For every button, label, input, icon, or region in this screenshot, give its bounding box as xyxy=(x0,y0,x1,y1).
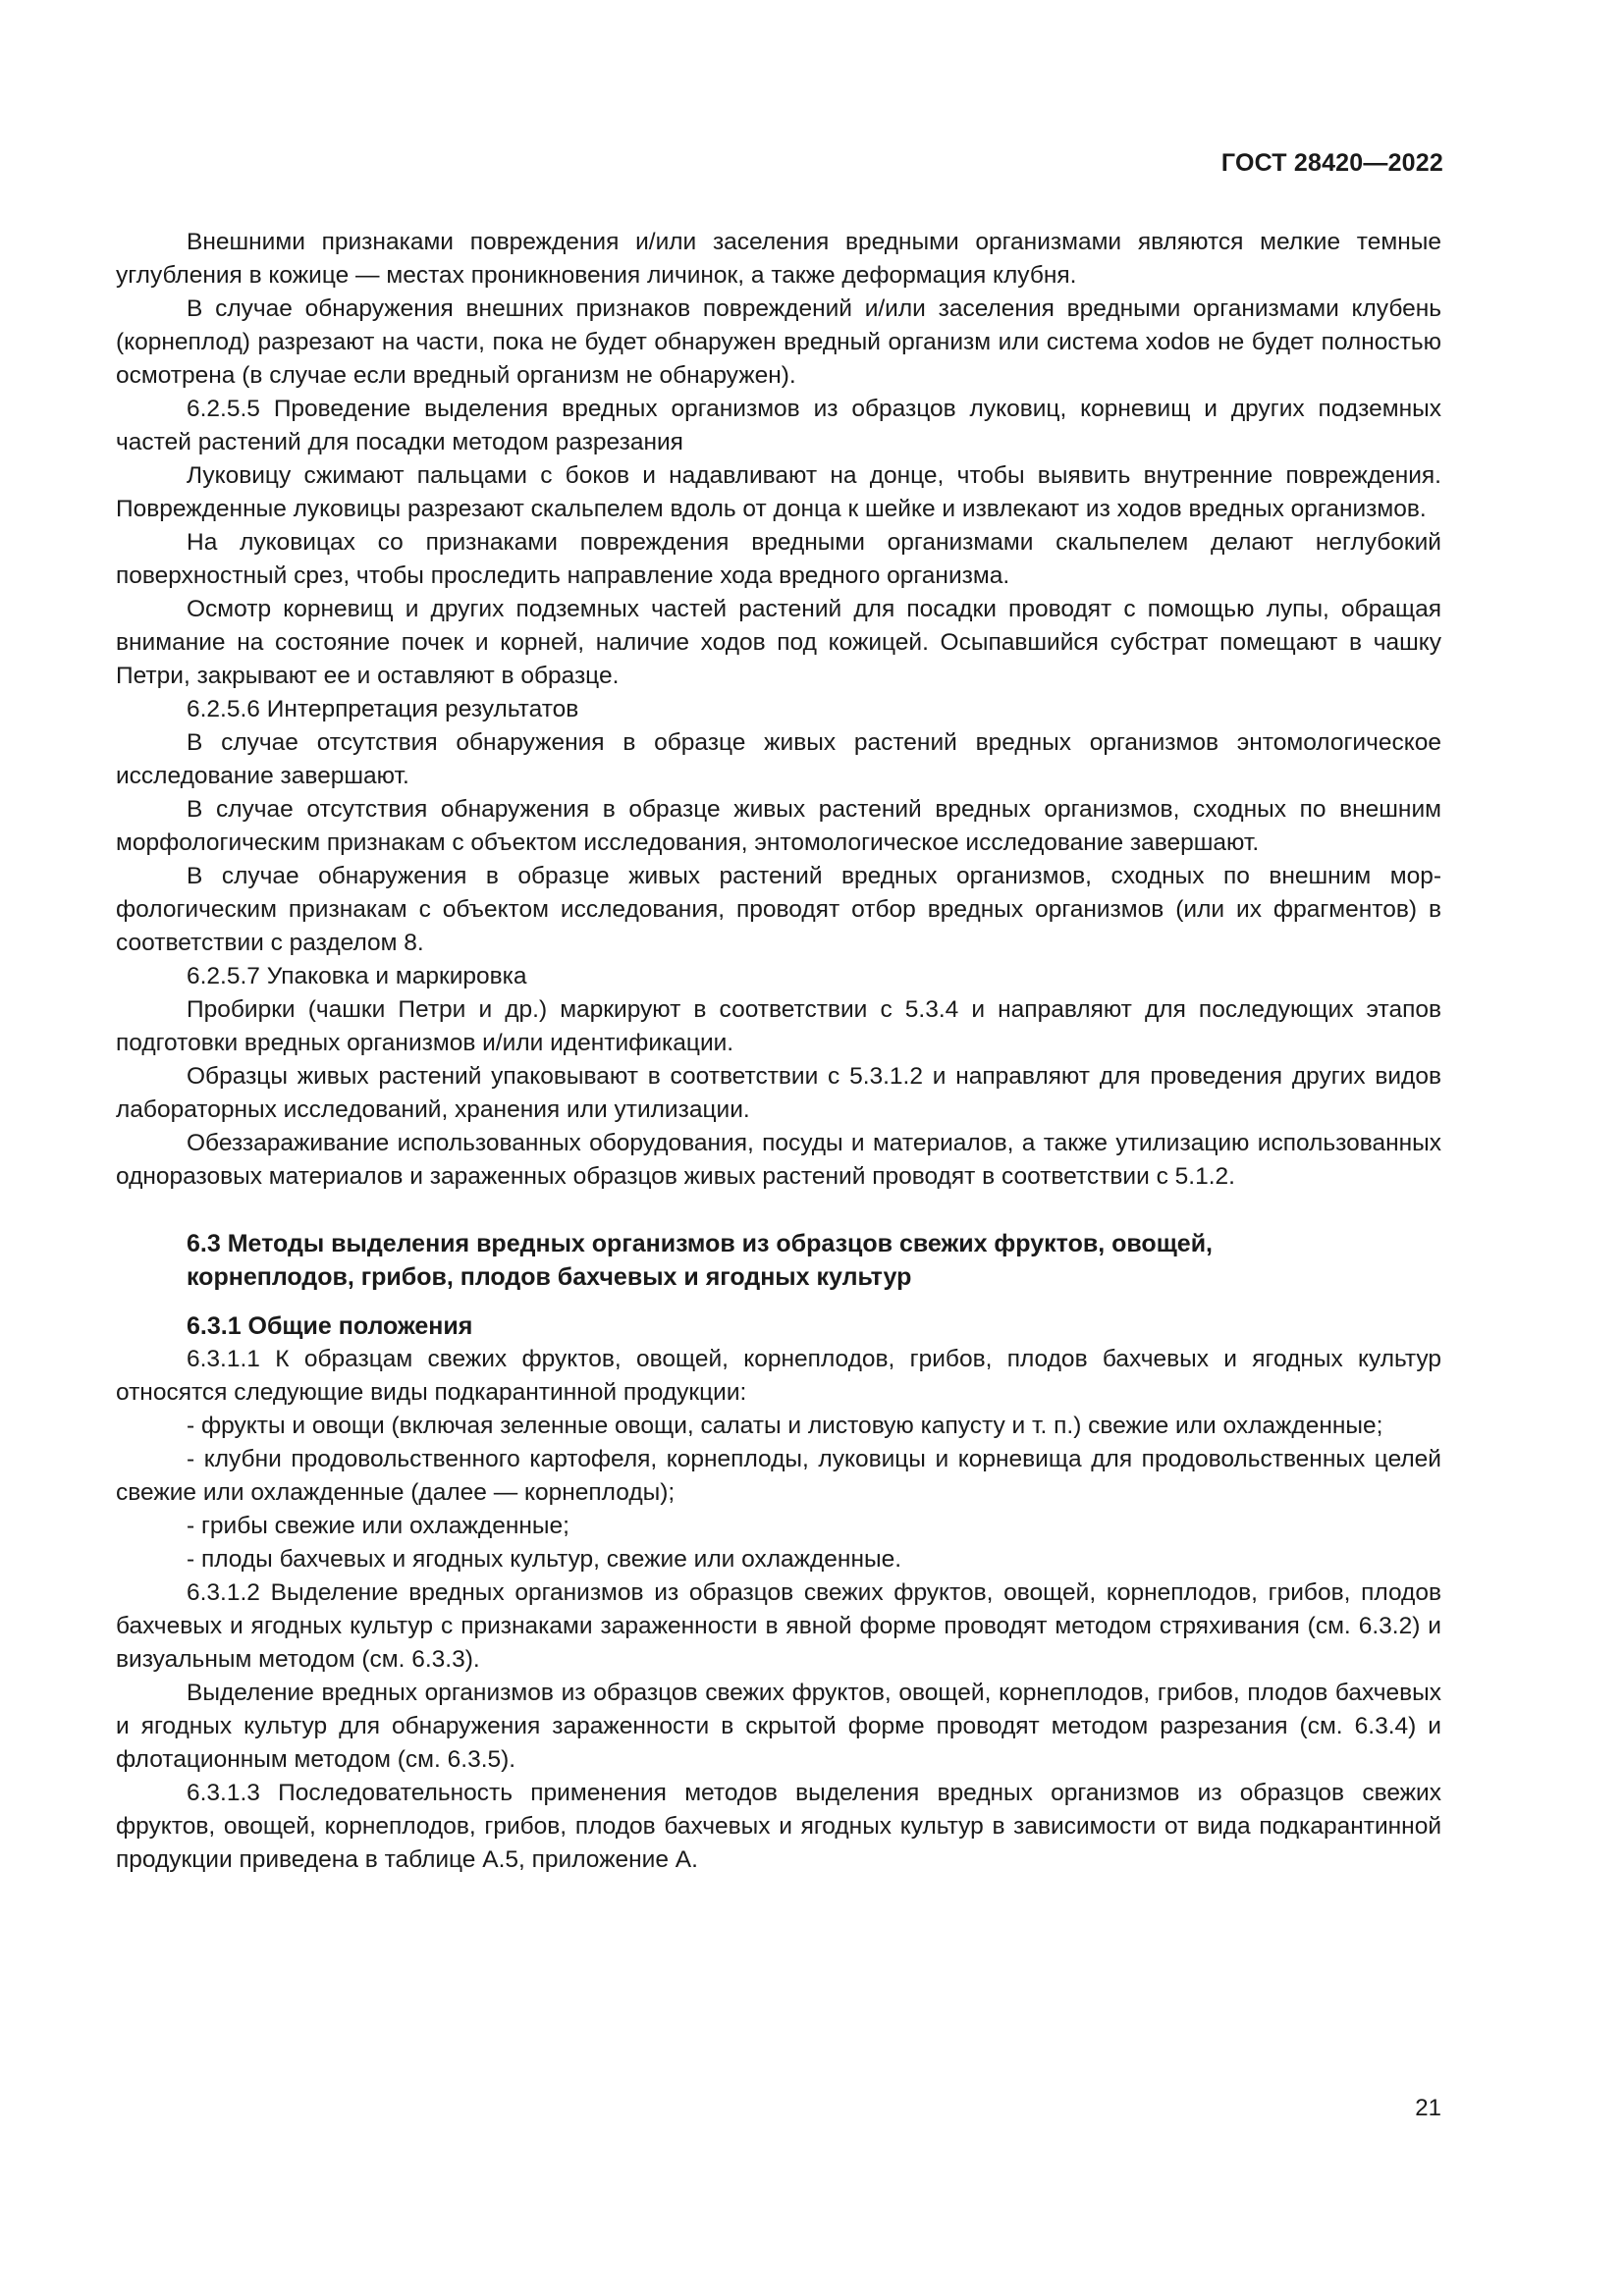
section-heading-line-1: 6.3 Методы выделения вредных организмов из образцов свежих фруктов, овощей, xyxy=(187,1230,1214,1257)
paragraph: В случае отсутствия обнаружения в образце живых растений вредных организмов, сходных по внешним морфологическим признакам с объектом исследования, энтомологическое исследование завершают. xyxy=(116,796,1441,856)
section-heading-line-2: корнеплодов, грибов, плодов бахчевых и ягодных культур xyxy=(187,1263,912,1291)
clause-6-2-5-5: 6.2.5.5 Проведение выделения вредных организмов из образцов луковиц, корневищ и других подземных частей растений для посадки методом разрезания xyxy=(116,396,1441,455)
clause-6-2-5-7: 6.2.5.7 Упаковка и маркировка xyxy=(187,963,527,989)
paragraph: В случае обнаружения в образце живых растений вредных организмов, сходных по внешним морфологическим признакам с объектом исследования, проводят отбор вредных организмов (или их фрагментов) в соответствии с разделом 8. xyxy=(116,863,1441,956)
clause-6-3-1-2: 6.3.1.2 Выделение вредных организмов из образцов свежих фруктов, овощей, корнеплодов, грибов, плодов бахчевых и ягодных культур с признаками зараженности в явной форме проводят методом стряхивания (см. 6.3.2) и визуальным методом (см. 6.3.3). xyxy=(116,1579,1441,1673)
page-number: 21 xyxy=(1415,2095,1441,2121)
paragraph: Осмотр корневищ и других подземных частей растений для посадки проводят с помощью лупы, обращая внимание на состояние почек и корней, наличие ходов под кожицей. Осыпавшийся субстрат помещают в чашку Петри, закрывают ее и оставляют в образце. xyxy=(116,596,1441,689)
list-item: - клубни продовольственного картофеля, корнеплоды, луковицы и корневища для продовольственных целей свежие или охлажденные (далее — корнеплоды); xyxy=(116,1446,1441,1506)
paragraph: Выделение вредных организмов из образцов свежих фруктов, овощей, корнеплодов, грибов, плодов бахчевых и ягодных культур для обнаружения зараженности в скрытой форме проводят методом разрезания (см. 6.3.4) и флотационным методом (см. 6.3.5). xyxy=(116,1680,1441,1773)
clause-6-3-1-1: 6.3.1.1 К образцам свежих фруктов, овощей, корнеплодов, грибов, плодов бахчевых и ягодных культур относятся следующие виды подкарантинной продукции: xyxy=(116,1346,1441,1406)
paragraph: Обеззараживание использованных оборудования, посуды и материалов, а также утилизацию использованных одноразовых материалов и зараженных образцов живых растений проводят в соответствии с 5.1.2. xyxy=(116,1130,1441,1190)
list-item: - плоды бахчевых и ягодных культур, свежие или охлажденные. xyxy=(187,1546,902,1573)
paragraph: Пробирки (чашки Петри и др.) маркируют в соответствии с 5.3.4 и направляют для последующих этапов подготовки вредных организмов и/или идентификации. xyxy=(116,996,1441,1056)
document-header-code: ГОСТ 28420—2022 xyxy=(1220,149,1443,177)
clause-6-3-1-3: 6.3.1.3 Последовательность применения методов выделения вредных организмов из образцов свежих фруктов, овощей, корнеплодов, грибов, плодов бахчевых и ягодных культур в зависимости от вида подкарантинной продукции приведена в таблице А.5, приложение А. xyxy=(116,1780,1441,1873)
paragraph: Внешними признаками повреждения и/или заселения вредными организмами являются мелкие темные углубления в кожице — местах проникновения личинок, а также деформация клубня. xyxy=(116,229,1441,289)
paragraph: Образцы живых растений упаковывают в соответствии с 5.3.1.2 и направляют для проведения других видов лабораторных исследований, хранения или утилизации. xyxy=(116,1063,1441,1123)
list-item: - фрукты и овощи (включая зеленные овощи, салаты и листовую капусту и т. п.) свежие или охлажденные; xyxy=(187,1413,1383,1439)
paragraph: Луковицу сжимают пальцами с боков и надавливают на донце, чтобы выявить внутренние повреждения. Поврежденные луковицы разрезают скальпелем вдоль от донца к шейке и извлекают из ходов вредных организмов. xyxy=(116,462,1441,522)
clause-6-2-5-6: 6.2.5.6 Интерпретация результатов xyxy=(187,696,579,722)
document-body xyxy=(116,226,1441,1877)
paragraph: На луковицах со признаками повреждения вредными организмами скальпелем делают неглубокий поверхностный срез, чтобы проследить направление хода вредного организма. xyxy=(116,529,1441,589)
paragraph: В случае отсутствия обнаружения в образце живых растений вредных организмов энтомологическое исследование завершают. xyxy=(116,729,1441,789)
section-heading-6-3 xyxy=(116,1227,1441,1294)
subsection-heading-6-3-1: 6.3.1 Общие положения xyxy=(187,1312,473,1340)
list-item: - грибы свежие или охлажденные; xyxy=(187,1513,569,1539)
paragraph: В случае обнаружения внешних признаков повреждений и/или заселения вредными организмами клубень (корнеплод) разрезают на части, пока не будет обнаружен вредный организм или система хоdов не будет полностью осмотрена (в случае если вредный организм не обнаружен). xyxy=(116,295,1441,389)
